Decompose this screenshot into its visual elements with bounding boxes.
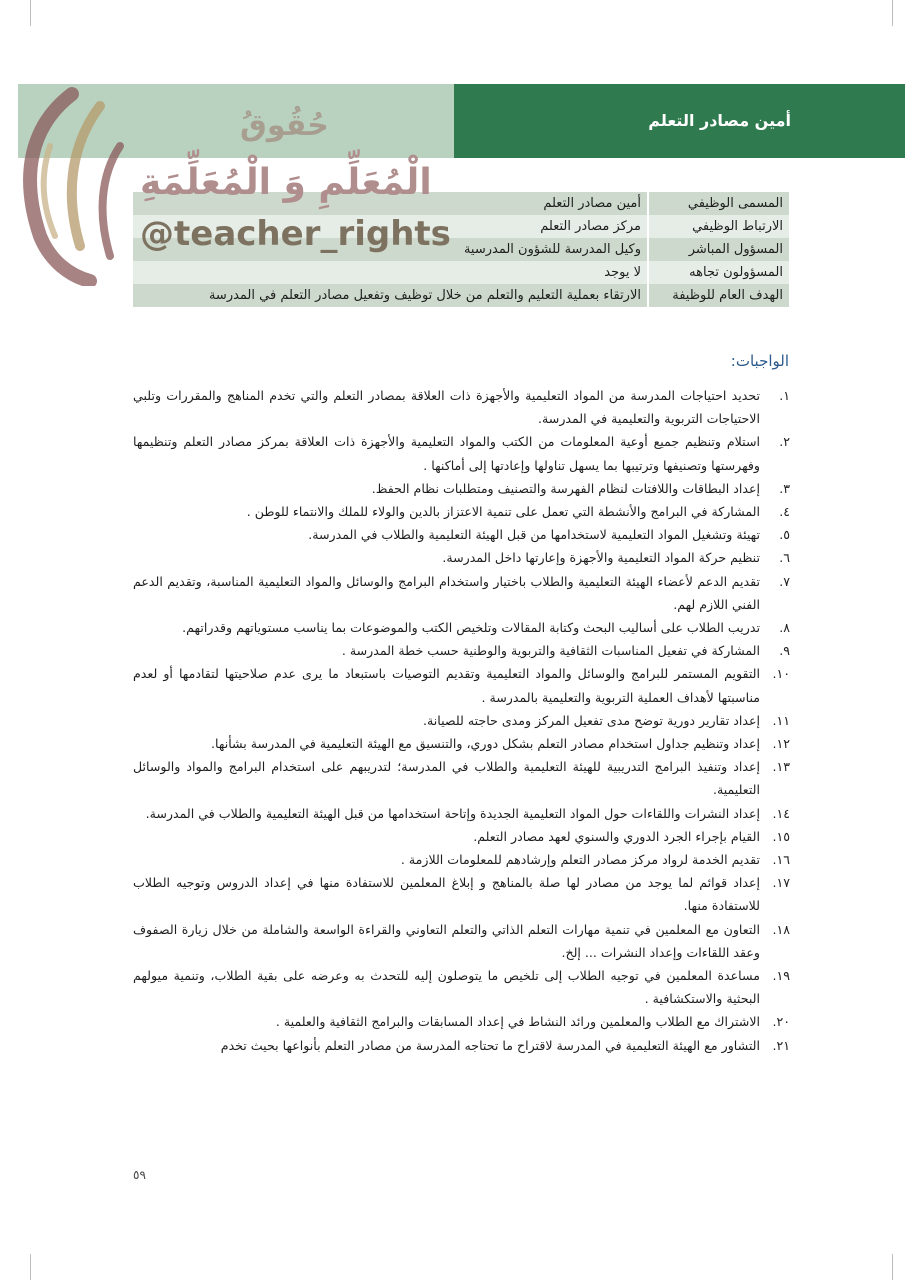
info-label: الهدف العام للوظيفة	[648, 284, 789, 307]
info-label: المسمى الوظيفي	[648, 192, 789, 215]
duty-text: تقديم الخدمة لرواد مركز مصادر التعلم وإرشادهم للمعلومات اللازمة .	[400, 852, 760, 868]
duty-number: ١٥.	[772, 828, 790, 844]
duty-item	[133, 500, 790, 523]
duty-number: ٣.	[779, 480, 790, 496]
duty-item	[133, 755, 790, 801]
watermark-title: حُقُوقُ	[240, 108, 329, 143]
duty-text: إعداد البطاقات واللافتات لنظام الفهرسة والتصنيف ومتطلبات نظام الحفظ.	[371, 480, 760, 496]
duty-number: ١٤.	[772, 805, 790, 821]
duty-item	[133, 918, 790, 964]
duty-number: ١٧.	[772, 875, 790, 891]
duty-text: المشاركة في تفعيل المناسبات الثقافية والتربوية والوطنية حسب خطة المدرسة .	[341, 643, 760, 659]
duty-item	[133, 384, 790, 430]
duty-item	[133, 964, 790, 1010]
info-value: مركز مصادر التعلم	[133, 215, 648, 238]
info-label: الارتباط الوظيفي	[648, 215, 789, 238]
duty-number: ١٩.	[772, 968, 790, 984]
duty-text: إعداد وتنفيذ البرامج التدريبية للهيئة التعليمية والطلاب في المدرسة؛ لتدريبهم على استخدام البرامج والمواد والوسائل التعليمية.	[133, 759, 760, 798]
crop-mark-left-top	[30, 0, 31, 26]
info-row	[133, 284, 789, 307]
watermark-logo-icon	[10, 86, 135, 286]
page-number: ٥٩	[133, 1168, 146, 1182]
duty-item	[133, 523, 790, 546]
duty-number: ١.	[779, 388, 790, 403]
watermark-subtitle: الْمُعَلِّمِ وَ الْمُعَلِّمَةِ	[140, 162, 432, 203]
duty-number: ٥.	[779, 527, 790, 543]
info-value: لا يوجد	[133, 261, 648, 284]
crop-mark-left-bottom	[30, 1254, 31, 1280]
watermark-handle: @teacher_rights	[140, 214, 451, 254]
duty-text: المشاركة في البرامج والأنشطة التي تعمل على تنمية الاعتزاز بالدين والولاء للملك والانتماء للوطن .	[246, 504, 760, 520]
duty-number: ١٢.	[772, 736, 790, 752]
duty-number: ١٨.	[772, 921, 790, 937]
duty-number: ٢١.	[772, 1037, 790, 1053]
duty-item	[133, 616, 790, 639]
info-row	[133, 261, 789, 284]
duty-text: تدريب الطلاب على أساليب البحث وكتابة المقالات وتلخيص الكتب والموضوعات بما يناسب مستوياتهم وقدراتهم.	[182, 620, 760, 636]
duty-number: ١٣.	[772, 759, 790, 775]
duty-item	[133, 1010, 790, 1033]
duty-item	[133, 1034, 790, 1057]
duty-text: إعداد قوائم لما يوجد من مصادر لها صلة بالمناهج و إبلاغ المعلمين للاستفادة منها في إعداد الدروس وتوجيه الطلاب للاستفادة منها.	[133, 875, 760, 914]
duties-heading: الواجبات:	[730, 352, 789, 370]
duty-text: تحديد احتياجات المدرسة من المواد التعليمية والأجهزة ذات العلاقة بمصادر التعلم والتي تخدم المناهج والمقررات وتلبي الاحتياجات التربوية والتعليمية في المدرسة.	[133, 388, 760, 427]
page-title: أمين مصادر التعلم	[648, 111, 791, 130]
duty-item	[133, 802, 790, 825]
duty-item	[133, 546, 790, 569]
duty-number: ٤.	[779, 504, 790, 520]
duty-text: التعاون مع المعلمين في تنمية مهارات التعلم الذاتي والتعلم التعاوني والقراءة الواسعة والشاملة من خلال زيارة الصفوف وعقد اللقاءات وإعداد النشرات ... إلخ.	[133, 921, 760, 960]
duty-item	[133, 825, 790, 848]
duty-text: الاشتراك مع الطلاب والمعلمين ورائد النشاط في إعداد المسابقات والبرامج الثقافية والعلمية .	[275, 1014, 760, 1030]
duty-item	[133, 430, 790, 476]
duty-item	[133, 639, 790, 662]
crop-mark-right-top	[892, 0, 893, 26]
duty-text: إعداد وتنظيم جداول استخدام مصادر التعلم بشكل دوري، والتنسيق مع الهيئة التعليمية في المدرسة بشأنها.	[211, 736, 760, 752]
duty-number: ١٦.	[772, 852, 790, 868]
duty-item	[133, 477, 790, 500]
duty-text: تنظيم حركة المواد التعليمية والأجهزة وإعارتها داخل المدرسة.	[442, 550, 760, 566]
duty-item	[133, 848, 790, 871]
duty-text: التشاور مع الهيئة التعليمية في المدرسة لاقتراح ما تحتاجه المدرسة من مصادر التعلم بأنواعها بحيث تخدم	[220, 1037, 760, 1053]
duties-list	[133, 384, 790, 1057]
duty-item	[133, 871, 790, 917]
duty-item	[133, 732, 790, 755]
duty-item	[133, 570, 790, 616]
duty-number: ٢٠.	[772, 1014, 790, 1030]
duty-text: تهيئة وتشغيل المواد التعليمية لاستخدامها من قبل الهيئة التعليمية والطلاب في المدرسة.	[308, 527, 760, 543]
duty-text: تقديم الدعم لأعضاء الهيئة التعليمية والطلاب باختيار واستخدام البرامج والوسائل والمواد التعليمية المناسبة، وتقديم الدعم الفني اللازم لهم.	[133, 573, 760, 612]
info-label: المسؤول المباشر	[648, 238, 789, 261]
duty-number: ٦.	[779, 550, 790, 566]
duty-number: ١٠.	[772, 666, 790, 682]
duty-number: ٢.	[779, 434, 790, 450]
duty-text: استلام وتنظيم جميع أوعية المعلومات من الكتب والمواد التعليمية والأجهزة ذات العلاقة بمركز مصادر التعلم وتنظيمها وفهرستها وتصنيفها وترتيبها بما يسهل تناولها وإعادتها إلى أماكنها .	[133, 434, 760, 473]
duty-text: القيام بإجراء الجرد الدوري والسنوي لعهد مصادر التعلم.	[473, 828, 760, 844]
duty-item	[133, 662, 790, 708]
duty-text: إعداد تقارير دورية توضح مدى تفعيل المركز ومدى حاجته للصيانة.	[423, 712, 760, 728]
info-label: المسؤولون تجاهه	[648, 261, 789, 284]
info-value: وكيل المدرسة للشؤون المدرسية	[133, 238, 648, 261]
duty-number: ٩.	[779, 643, 790, 659]
duty-text: إعداد النشرات واللقاءات حول المواد التعليمية الجديدة وإتاحة استخدامها من قبل الهيئة التعليمية والطلاب في المدرسة.	[145, 805, 760, 821]
duty-item	[133, 709, 790, 732]
duty-text: التقويم المستمر للبرامج والوسائل والمواد التعليمية وتقديم التوصيات باستبعاد ما يرى عدم صلاحيتها لتقادمها أو لعدم مناسبتها لأهداف العملية التربوية والتعليمية بالمدرسة .	[133, 666, 760, 705]
duty-number: ١١.	[772, 712, 790, 728]
crop-mark-right-bottom	[892, 1254, 893, 1280]
duty-number: ٨.	[779, 620, 790, 636]
duty-text: مساعدة المعلمين في توجيه الطلاب إلى تلخيص ما يتوصلون إليه للتحدث به وعرضه على بقية الطلاب، وتنمية ميولهم البحثية والاستكشافية .	[133, 968, 760, 1007]
info-value: أمين مصادر التعلم	[133, 192, 648, 215]
info-value: الارتقاء بعملية التعليم والتعلم من خلال توظيف وتفعيل مصادر التعلم في المدرسة	[133, 284, 648, 307]
duty-number: ٧.	[779, 573, 790, 589]
